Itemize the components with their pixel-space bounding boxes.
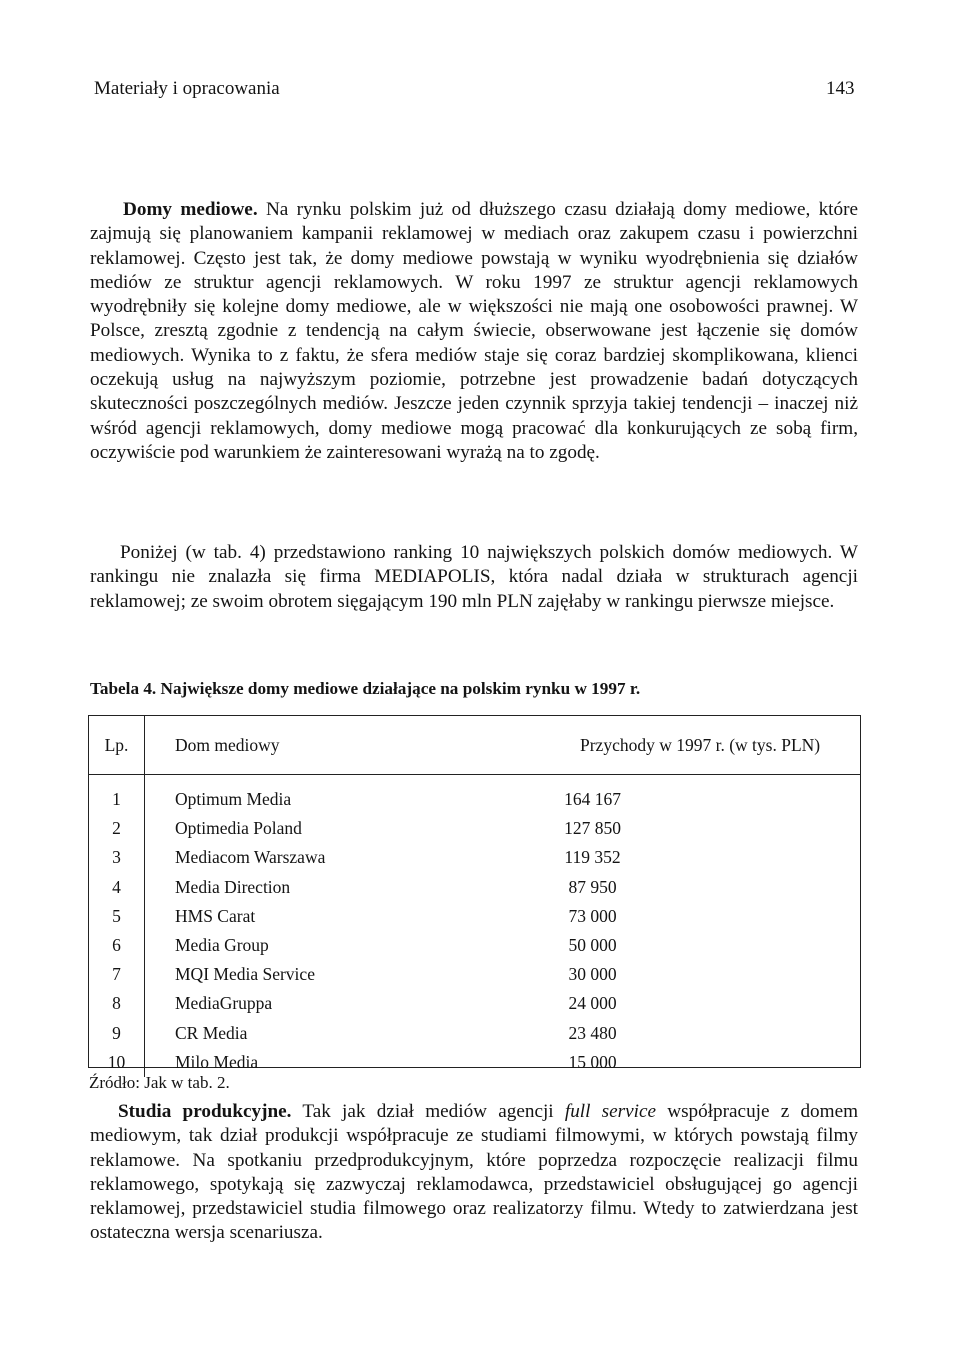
cell-name: MQI Media Service — [175, 964, 315, 985]
cell-name: Media Direction — [175, 876, 291, 897]
table-row — [89, 931, 860, 960]
cell-value: 24 000 — [568, 993, 617, 1014]
paragraph-media-houses — [90, 198, 858, 465]
cell-lp: 5 — [89, 902, 145, 931]
cell-name: Milo Media — [175, 1051, 259, 1072]
cell-lp: 2 — [89, 814, 145, 843]
cell-lp: 10 — [89, 1048, 145, 1077]
table-row — [89, 785, 860, 814]
cell-lp: 3 — [89, 843, 145, 872]
cell-value: 50 000 — [568, 935, 617, 956]
paragraph-text: współpracuje z domem mediowym, tak dział produkcji współpracuje ze studiami filmowymi, w których powstają filmy reklamowe. Na spotkaniu przedprodukcyjnym, które poprzedza rozpoczęcie realizacji filmu reklamowego, spotykają się zazwyczaj reklamodawca, przedstawiciel obsługującej go agencji reklamowej, przedstawiciel studia filmowego oraz realizatorzy filmu. Wtedy to zatwierdzana jest ostateczna wersja scenariusza. — [90, 1101, 859, 1244]
table-caption-label: Tabela 4. — [90, 679, 157, 698]
cell-value: 164 167 — [564, 789, 621, 810]
cell-value: 119 352 — [564, 847, 621, 868]
cell-lp: 7 — [89, 960, 145, 989]
cell-value: 127 850 — [564, 818, 621, 839]
cell-name: Media Group — [175, 935, 269, 956]
table-caption — [90, 679, 640, 699]
paragraph-text: Na rynku polskim już od dłuższego czasu działają domy mediowe, które zajmują się planowaniem kampanii reklamowej w mediach oraz zakupem czasu i powierzchni reklamowej. Często jest tak, że domy mediowe powstają w wyniku wyodrębnienia się działów mediów ze struktur agencji reklamowych. W roku 1997 ze struktur agencji reklamowych wyodrębniły się kolejne domy mediowe, ale w większości nie mają one osobowości prawnej. W Polsce, zresztą zgodnie z tendencją na całym świecie, obserwowane jest łączenie się domów mediowych. Wynika to z faktu, że sfera mediów staje się coraz bardziej skomplikowana, klienci oczekują usług na najwyższym poziomie, potrzebne jest prowadzenie badań dotyczących skuteczności poszczególnych mediów. Jeszcze jeden czynnik sprzyja takiej tendencji – inaczej niż wśród agencji reklamowych, domy mediowe mogą pracować dla konkurujących ze sobą firm, oczywiście pod warunkiem że zainteresowani wyrażą na to zgodę. — [90, 199, 859, 463]
paragraph-text: Tak jak dział mediów agencji — [291, 1101, 565, 1122]
cell-value: 15 000 — [568, 1051, 617, 1072]
cell-value: 73 000 — [568, 905, 617, 926]
page-number: 143 — [826, 78, 855, 99]
cell-lp: 8 — [89, 989, 145, 1018]
table-row — [89, 843, 860, 872]
cell-value: 30 000 — [568, 964, 617, 985]
cell-name: MediaGruppa — [175, 993, 273, 1014]
header-value: Przychody w 1997 r. (w tys. PLN) — [475, 716, 860, 775]
header-lp: Lp. — [89, 716, 145, 775]
cell-name: HMS Carat — [175, 905, 256, 926]
running-header-title: Materiały i opracowania — [94, 78, 280, 99]
paragraph-ranking-intro — [90, 541, 858, 614]
cell-name: Optimum Media — [175, 789, 292, 810]
cell-name: Optimedia Poland — [175, 818, 302, 839]
cell-lp: 4 — [89, 873, 145, 902]
paragraph-text: Poniżej (w tab. 4) przedstawiono ranking 10 największych polskich domów mediowych. W rankingu nie znalazła się firma MEDIAPOLIS, która nadal działa w strukturach agencji reklamowej; ze swoim obrotem sięgającym 190 mln PLN zajęłaby w rankingu pierwsze miejsce. — [90, 542, 858, 612]
table-row — [89, 960, 860, 989]
cell-lp: 9 — [89, 1019, 145, 1048]
paragraph-production-studios — [90, 1100, 858, 1246]
table-caption-text: Największe domy mediowe działające na polskim rynku w 1997 r. — [156, 679, 641, 698]
table-source: Źródło: Jak w tab. 2. — [89, 1073, 230, 1092]
table-row — [89, 902, 860, 931]
paragraph-italic-term: full service — [564, 1101, 656, 1122]
paragraph-lead: Studia produkcyjne. — [118, 1101, 292, 1122]
paragraph-lead: Domy mediowe. — [123, 199, 258, 220]
cell-value: 23 480 — [568, 1022, 617, 1043]
ranking-table — [88, 715, 861, 1072]
table-row — [89, 814, 860, 843]
cell-name: CR Media — [175, 1022, 248, 1043]
cell-lp: 1 — [89, 785, 145, 814]
table-row — [89, 1019, 860, 1048]
cell-lp: 6 — [89, 931, 145, 960]
table-row — [89, 873, 860, 902]
header-name: Dom mediowy — [145, 716, 476, 775]
table-header-row — [89, 716, 860, 775]
cell-value: 87 950 — [568, 876, 617, 897]
table-row — [89, 989, 860, 1018]
cell-name: Mediacom Warszawa — [175, 847, 326, 868]
